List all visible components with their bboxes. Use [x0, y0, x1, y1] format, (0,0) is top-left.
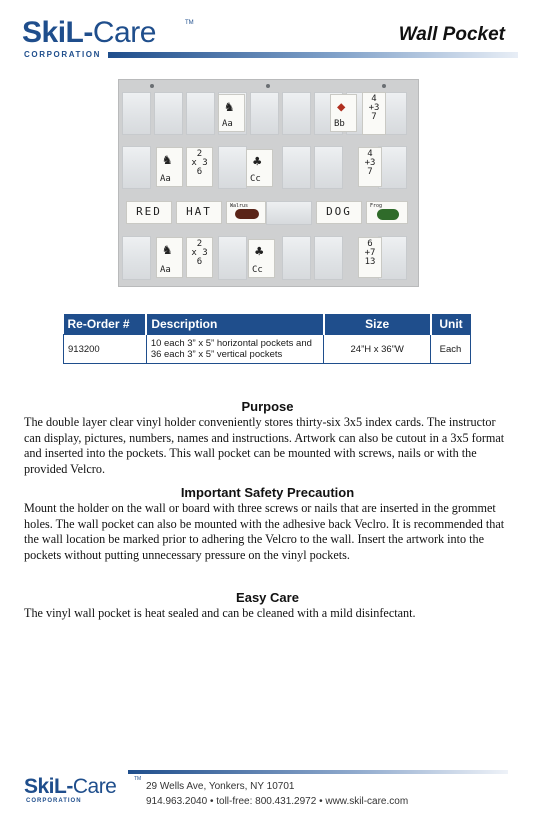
- brand-name-bold: SkiL-: [22, 16, 93, 49]
- cat-icon: ♣: [255, 244, 264, 260]
- reindeer-icon: ♞: [163, 242, 172, 258]
- cell-description: 10 each 3” x 5” horizontal pockets and 36 each 3” x 5” vertical pockets: [146, 335, 324, 364]
- pocket: [218, 236, 247, 280]
- pocket: [186, 92, 215, 135]
- reindeer-icon: ♞: [163, 152, 172, 168]
- brand-wordmark: SkiL-Care: [24, 775, 117, 798]
- reindeer-icon: ♞: [225, 99, 234, 115]
- card-math-add: 4 +3 7: [362, 92, 386, 135]
- card-math-add: 6 +7 13: [358, 237, 382, 278]
- col-header-unit: Unit: [431, 314, 471, 335]
- walrus-icon: [235, 209, 259, 219]
- pocket: [218, 146, 247, 189]
- pocket: [378, 146, 407, 189]
- table-row: [64, 335, 471, 364]
- care-heading: Easy Care: [236, 590, 299, 605]
- spec-table-header: [64, 314, 471, 335]
- footer-address: 29 Wells Ave, Yonkers, NY 10701: [146, 781, 295, 792]
- pocket: [282, 236, 311, 280]
- card-walrus: Walrus: [226, 201, 266, 224]
- safety-text: Mount the holder on the wall or board with three screws or nails that are inserted in the grommet holes. The wall pocket can also be mounted with the adhesive back Veclro. It is recommended that the wall location be marked prior to adhering the Velcro to the wall. Insert the artwork into the pockets without putting unnecessary pressure on the vinyl pockets.: [24, 501, 505, 562]
- product-photo: [118, 79, 419, 287]
- pocket: [122, 236, 151, 280]
- footer-contact: 914.963.2040 • toll-free: 800.431.2972 • www.skil-care.com: [146, 796, 409, 807]
- cat-icon: ♣: [253, 154, 262, 170]
- brand-name-light: Care: [92, 16, 156, 49]
- card-animal-a: ♞ Aa: [156, 147, 183, 187]
- page-title: Wall Pocket: [398, 24, 505, 45]
- pocket: [122, 92, 151, 135]
- bird-icon: ◆: [337, 99, 346, 115]
- card-animal-c: ♣ Cc: [248, 239, 275, 278]
- grommet: [382, 84, 386, 88]
- pocket: [266, 201, 312, 225]
- pocket: [250, 92, 279, 135]
- purpose-heading: Purpose: [241, 399, 294, 414]
- col-header-reorder: Re-Order #: [64, 314, 147, 335]
- card-word-red: RED: [126, 201, 172, 224]
- card-frog: Frog: [366, 201, 408, 224]
- card-animal-c: ♣ Cc: [246, 149, 273, 187]
- card-word-dog: DOG: [316, 201, 362, 224]
- pocket: [378, 236, 407, 280]
- brand-wordmark: [22, 18, 156, 48]
- footer-logo: SkiL-Care TM CORPORATION: [24, 775, 142, 804]
- safety-heading: Important Safety Precaution: [180, 485, 355, 500]
- frog-icon: [377, 209, 399, 220]
- col-header-size: Size: [324, 314, 431, 335]
- col-header-description: Description: [146, 314, 324, 335]
- cell-unit: Each: [431, 335, 471, 364]
- cell-order: 913200: [64, 335, 147, 364]
- pocket: [314, 236, 343, 280]
- card-animal-a: ♞ Aa: [218, 94, 245, 132]
- card-animal-b: ◆ Bb: [330, 94, 357, 132]
- pocket: [282, 146, 311, 189]
- cell-size: 24”H x 36”W: [324, 335, 431, 364]
- card-math-multiply: 2 x 3 6: [186, 237, 213, 278]
- grommet: [266, 84, 270, 88]
- grommet: [150, 84, 154, 88]
- pocket: [282, 92, 311, 135]
- purpose-text: The double layer clear vinyl holder conveniently stores thirty-six 3x5 index cards. The instructor can display, pictures, numbers, names and instructions. Artwork can also be cutout in a 3x5 format and inserted into the pockets. This wall pocket can be mounted with screws, nails or with the provided Velcro.: [24, 415, 505, 476]
- header-rule: [108, 52, 518, 58]
- footer-rule: [128, 770, 508, 774]
- pocket: [122, 146, 151, 189]
- pocket: [154, 92, 183, 135]
- brand-corp: CORPORATION: [24, 50, 102, 59]
- care-text: The vinyl wall pocket is heat sealed and can be cleaned with a mild disinfectant.: [24, 606, 416, 620]
- card-math-add: 4 +3 7: [358, 147, 382, 187]
- card-math-multiply: 2 x 3 6: [186, 147, 213, 187]
- brand-tm: TM: [185, 20, 194, 26]
- card-animal-a: ♞ Aa: [156, 237, 183, 278]
- card-word-hat: HAT: [176, 201, 222, 224]
- spec-table: [63, 314, 471, 364]
- pocket: [314, 146, 343, 189]
